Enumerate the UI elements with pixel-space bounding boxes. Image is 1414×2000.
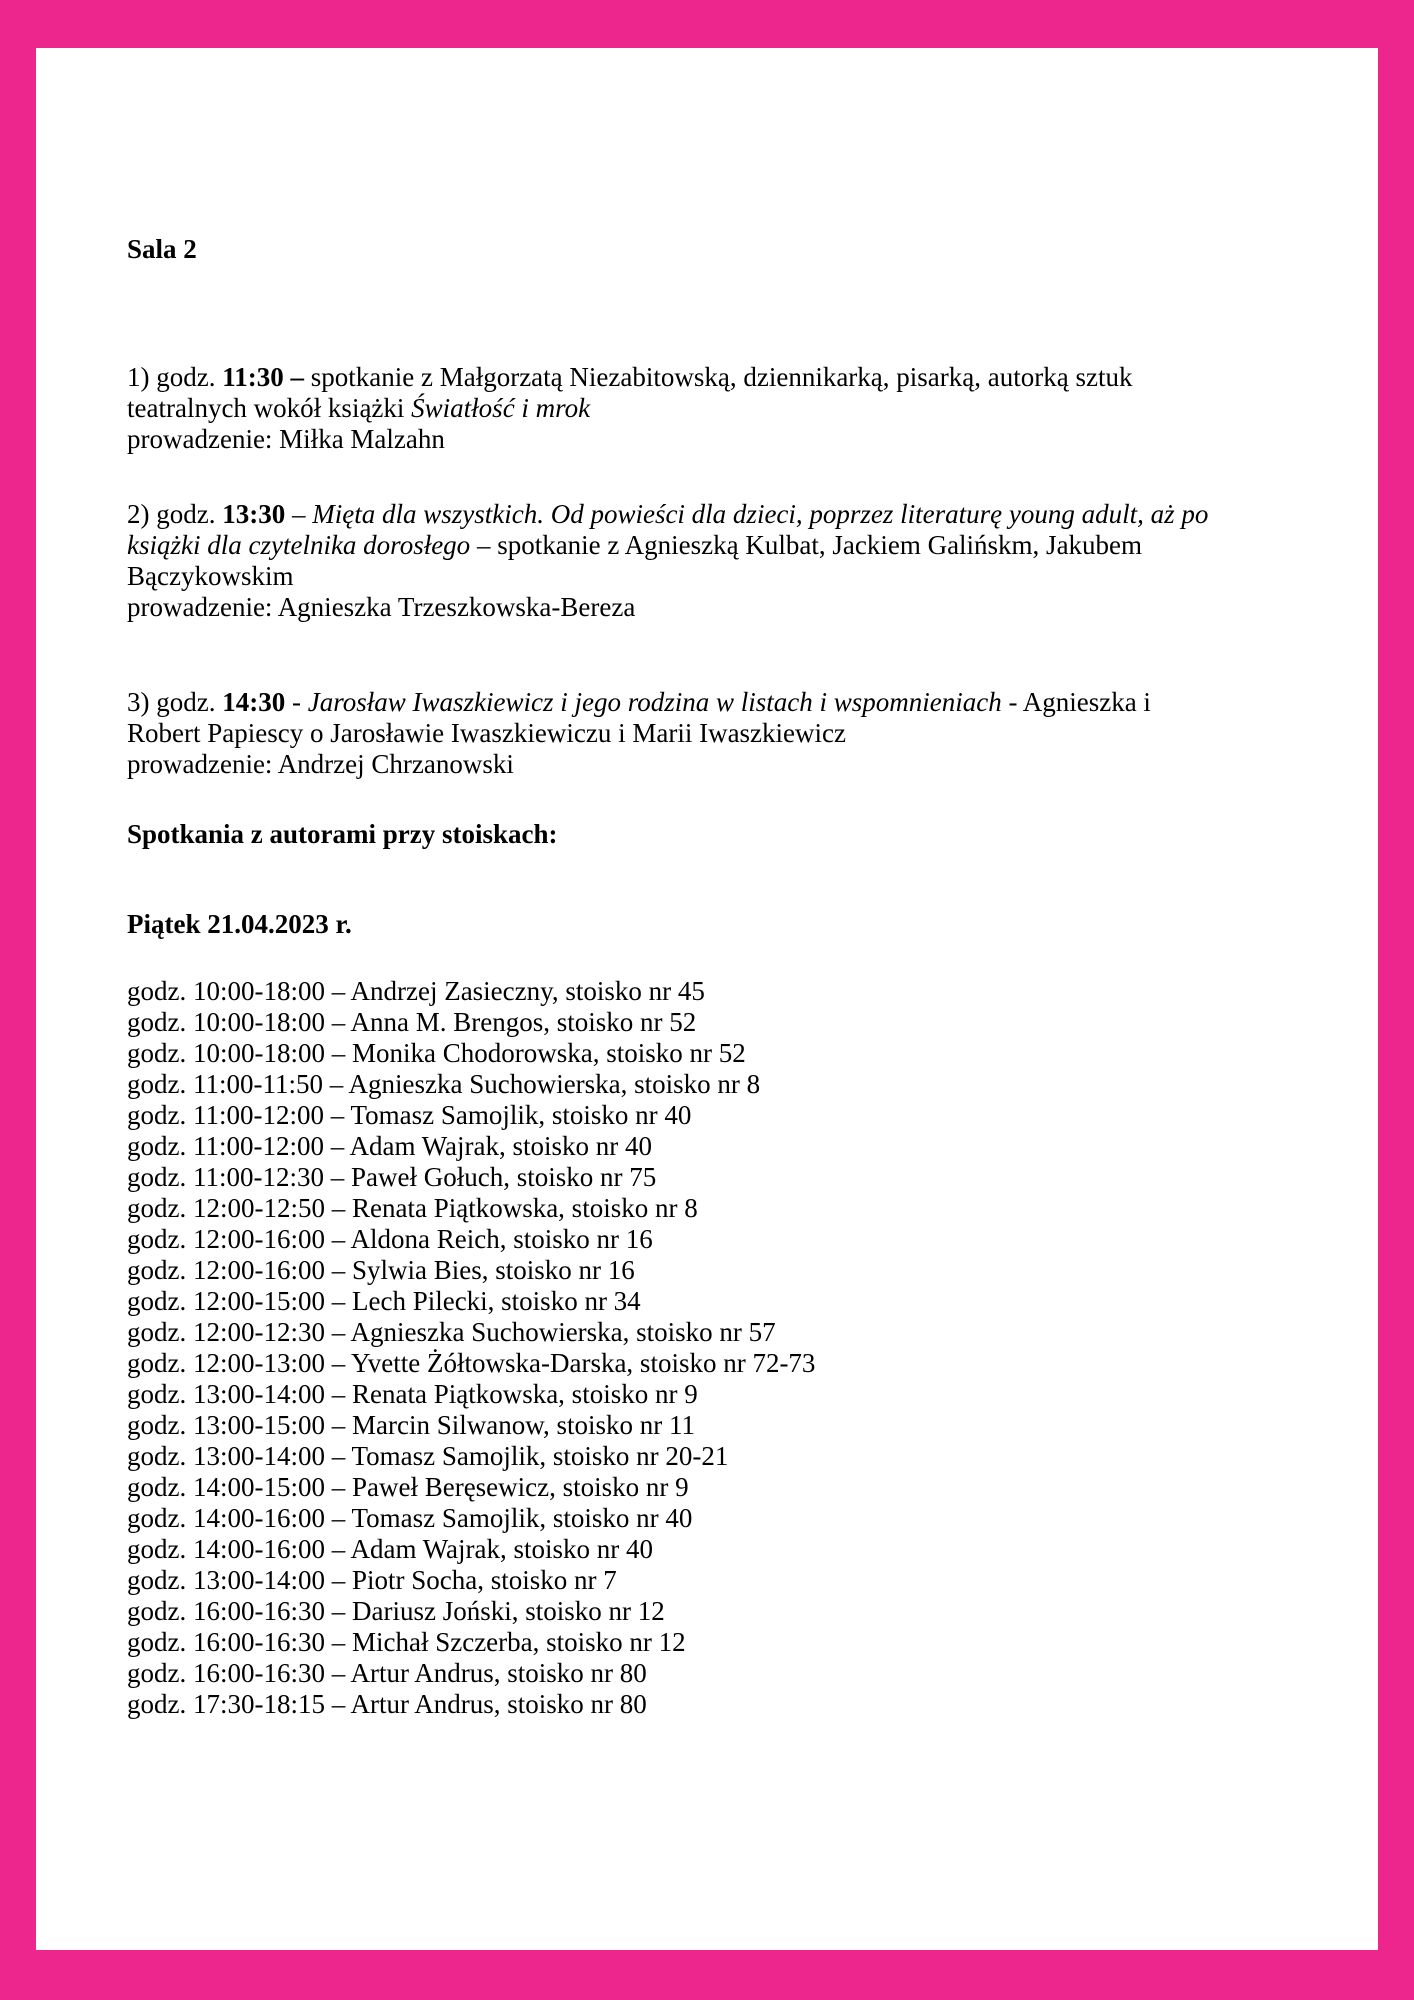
event-text: -: [285, 687, 308, 717]
event-text: prowadzenie: Andrzej Chrzanowski: [127, 749, 514, 779]
event-text: Robert Papiescy o Jarosławie Iwaszkiewiczu i Marii Iwaszkiewicz: [127, 718, 846, 748]
event-line: [127, 393, 1298, 424]
room-heading: Sala 2: [127, 234, 197, 264]
event-line: [127, 424, 1298, 455]
event-time: 11:30 –: [222, 362, 304, 392]
event-text: prowadzenie: Miłka Malzahn: [127, 424, 445, 454]
section-heading: Spotkania z autorami przy stoiskach:: [127, 819, 558, 849]
schedule-item: godz. 14:00-16:00 – Tomasz Samojlik, stoisko nr 40: [127, 1503, 693, 1533]
event-line: [127, 561, 1298, 592]
event-line: [127, 718, 1298, 749]
event-title: Jarosław Iwaszkiewicz i jego rodzina w listach i wspomnieniach: [307, 687, 1002, 717]
schedule-item: godz. 12:00-15:00 – Lech Pilecki, stoisko nr 34: [127, 1286, 641, 1316]
event-line: [127, 362, 1298, 393]
schedule-item: godz. 10:00-18:00 – Andrzej Zasieczny, stoisko nr 45: [127, 976, 705, 1006]
event-text: –: [285, 499, 313, 529]
event-paragraph: [127, 362, 1298, 455]
event-text: Bączykowskim: [127, 561, 294, 591]
event-text: - Agnieszka i: [1001, 687, 1151, 717]
event-text: prowadzenie: Agnieszka Trzeszkowska-Bereza: [127, 592, 636, 622]
schedule-item: godz. 11:00-12:00 – Adam Wajrak, stoisko nr 40: [127, 1131, 653, 1161]
schedule-item: godz. 12:00-16:00 – Sylwia Bies, stoisko nr 16: [127, 1255, 635, 1285]
event-title: Światłość i mrok: [411, 393, 591, 423]
event-text: 1) godz.: [127, 362, 223, 392]
event-title: książki dla czytelnika dorosłego: [127, 530, 471, 560]
schedule-item: godz. 17:30-18:15 – Artur Andrus, stoisko nr 80: [127, 1689, 647, 1719]
schedule-item: godz. 13:00-14:00 – Renata Piątkowska, stoisko nr 9: [127, 1379, 698, 1409]
event-text: teatralnych wokół książki: [127, 393, 412, 423]
schedule-item: godz. 11:00-12:00 – Tomasz Samojlik, stoisko nr 40: [127, 1100, 692, 1130]
schedule-item: godz. 16:00-16:30 – Artur Andrus, stoisko nr 80: [127, 1658, 647, 1688]
schedule-item: godz. 12:00-16:00 – Aldona Reich, stoisko nr 16: [127, 1224, 653, 1254]
schedule-item: godz. 13:00-14:00 – Tomasz Samojlik, stoisko nr 20-21: [127, 1441, 729, 1471]
event-text: 3) godz.: [127, 687, 223, 717]
schedule-item: godz. 12:00-12:50 – Renata Piątkowska, stoisko nr 8: [127, 1193, 698, 1223]
event-paragraph: [127, 499, 1298, 623]
schedule-item: godz. 12:00-13:00 – Yvette Żółtowska-Darska, stoisko nr 72-73: [127, 1348, 816, 1378]
schedule-item: godz. 11:00-11:50 – Agnieszka Suchowierska, stoisko nr 8: [127, 1069, 761, 1099]
event-line: [127, 592, 1298, 623]
event-line: [127, 499, 1298, 530]
schedule-item: godz. 10:00-18:00 – Monika Chodorowska, stoisko nr 52: [127, 1038, 746, 1068]
schedule-item: godz. 16:00-16:30 – Dariusz Joński, stoisko nr 12: [127, 1596, 665, 1626]
document-page: [36, 48, 1378, 1950]
event-line: [127, 749, 1298, 780]
event-paragraph: [127, 687, 1298, 780]
events-section: [127, 362, 1298, 780]
event-title: Mięta dla wszystkich. Od powieści dla dzieci, poprzez literaturę young adult, aż po: [312, 499, 1209, 529]
schedule-item: godz. 14:00-16:00 – Adam Wajrak, stoisko nr 40: [127, 1534, 654, 1564]
event-text: spotkanie z Małgorzatą Niezabitowską, dziennikarką, pisarką, autorką sztuk: [304, 362, 1133, 392]
schedule-item: godz. 14:00-15:00 – Paweł Beręsewicz, stoisko nr 9: [127, 1472, 689, 1502]
event-line: [127, 687, 1298, 718]
schedule-item: godz. 12:00-12:30 – Agnieszka Suchowierska, stoisko nr 57: [127, 1317, 776, 1347]
schedule-item: godz. 13:00-14:00 – Piotr Socha, stoisko nr 7: [127, 1565, 617, 1595]
schedule-item: godz. 13:00-15:00 – Marcin Silwanow, stoisko nr 11: [127, 1410, 695, 1440]
schedule-list: [127, 976, 1298, 1720]
schedule-item: godz. 16:00-16:30 – Michał Szczerba, stoisko nr 12: [127, 1627, 686, 1657]
event-line: [127, 530, 1298, 561]
event-time: 14:30: [222, 687, 286, 717]
schedule-item: godz. 10:00-18:00 – Anna M. Brengos, stoisko nr 52: [127, 1007, 697, 1037]
event-time: 13:30: [222, 499, 286, 529]
event-text: – spotkanie z Agnieszką Kulbat, Jackiem Galińskm, Jakubem: [470, 530, 1143, 560]
day-heading: Piątek 21.04.2023 r.: [127, 909, 352, 939]
schedule-item: godz. 11:00-12:30 – Paweł Gołuch, stoisko nr 75: [127, 1162, 657, 1192]
event-text: 2) godz.: [127, 499, 223, 529]
